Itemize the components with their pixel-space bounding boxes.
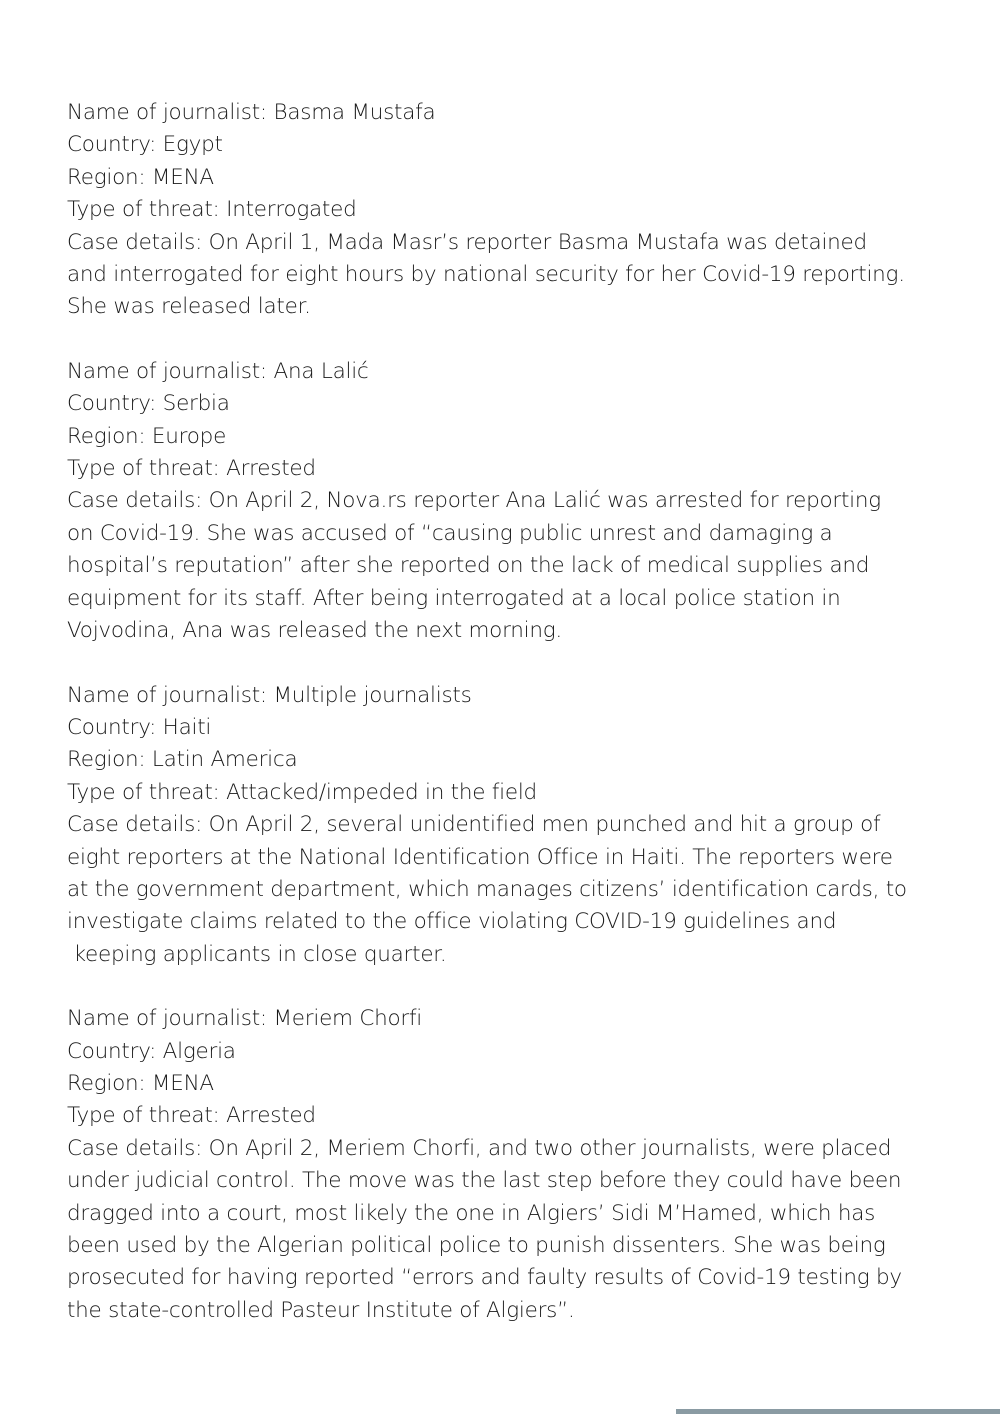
region-line: Region: Latin America (67, 747, 298, 773)
case-entry-basma-mustafa (67, 97, 947, 324)
case-details-line: hospital’s reputation” after she reported on the lack of medical supplies and (67, 553, 870, 579)
journalist-name-line: Name of journalist: Multiple journalists (67, 682, 472, 708)
country-line: Country: Algeria (67, 1038, 236, 1064)
case-details-line: She was released later. (67, 294, 311, 320)
case-details-line: keeping applicants in close quarter. (67, 941, 447, 967)
region-line: Region: MENA (67, 164, 214, 190)
case-details-line: equipment for its staff. After being interrogated at a local police station in (67, 585, 841, 611)
region-line: Region: Europe (67, 423, 227, 449)
case-entry-ana-lalic (67, 356, 947, 648)
journalist-name-line: Name of journalist: Meriem Chorfi (67, 1006, 423, 1032)
threat-type-line: Type of threat: Arrested (67, 1103, 316, 1129)
case-details-line: Case details: On April 1, Mada Masr’s reporter Basma Mustafa was detained (67, 229, 867, 255)
case-details-line: Case details: On April 2, Nova.rs reporter Ana Lalić was arrested for reporting (67, 488, 881, 514)
threat-type-line: Type of threat: Attacked/impeded in the field (67, 779, 537, 805)
case-details-line: investigate claims related to the office violating COVID-19 guidelines and (67, 909, 837, 935)
document-page (67, 97, 947, 1359)
case-details-line: Vojvodina, Ana was released the next morning. (67, 618, 563, 644)
case-details-line: at the government department, which manages citizens’ identification cards, to (67, 876, 907, 902)
case-details-line: prosecuted for having reported “errors and faulty results of Covid-19 testing by (67, 1265, 902, 1291)
case-details-line: eight reporters at the National Identification Office in Haiti. The reporters were (67, 844, 893, 870)
case-details-line: dragged into a court, most likely the one in Algiers’ Sidi M’Hamed, which has (67, 1200, 876, 1226)
region-line: Region: MENA (67, 1070, 214, 1096)
case-details-line: under judicial control. The move was the last step before they could have been (67, 1168, 902, 1194)
country-line: Country: Serbia (67, 391, 230, 417)
case-details-line: Case details: On April 2, several unidentified men punched and hit a group of (67, 812, 881, 838)
case-details-line: and interrogated for eight hours by national security for her Covid-19 reporting. (67, 262, 905, 288)
case-details-line: on Covid-19. She was accused of “causing public unrest and damaging a (67, 520, 833, 546)
case-details-line: Case details: On April 2, Meriem Chorfi, and two other journalists, were placed (67, 1135, 892, 1161)
country-line: Country: Haiti (67, 714, 212, 740)
country-line: Country: Egypt (67, 132, 223, 158)
case-entry-multiple-journalists (67, 680, 947, 972)
case-details-line: been used by the Algerian political police to punish dissenters. She was being (67, 1233, 886, 1258)
footer-accent-bar (676, 1409, 1000, 1414)
threat-type-line: Type of threat: Interrogated (67, 197, 357, 223)
journalist-name-line: Name of journalist: Ana Lalić (67, 358, 369, 384)
case-entry-meriem-chorfi (67, 1003, 947, 1327)
threat-type-line: Type of threat: Arrested (67, 456, 316, 482)
journalist-name-line: Name of journalist: Basma Mustafa (67, 100, 436, 125)
case-details-line: the state-controlled Pasteur Institute of Algiers”. (67, 1297, 575, 1323)
